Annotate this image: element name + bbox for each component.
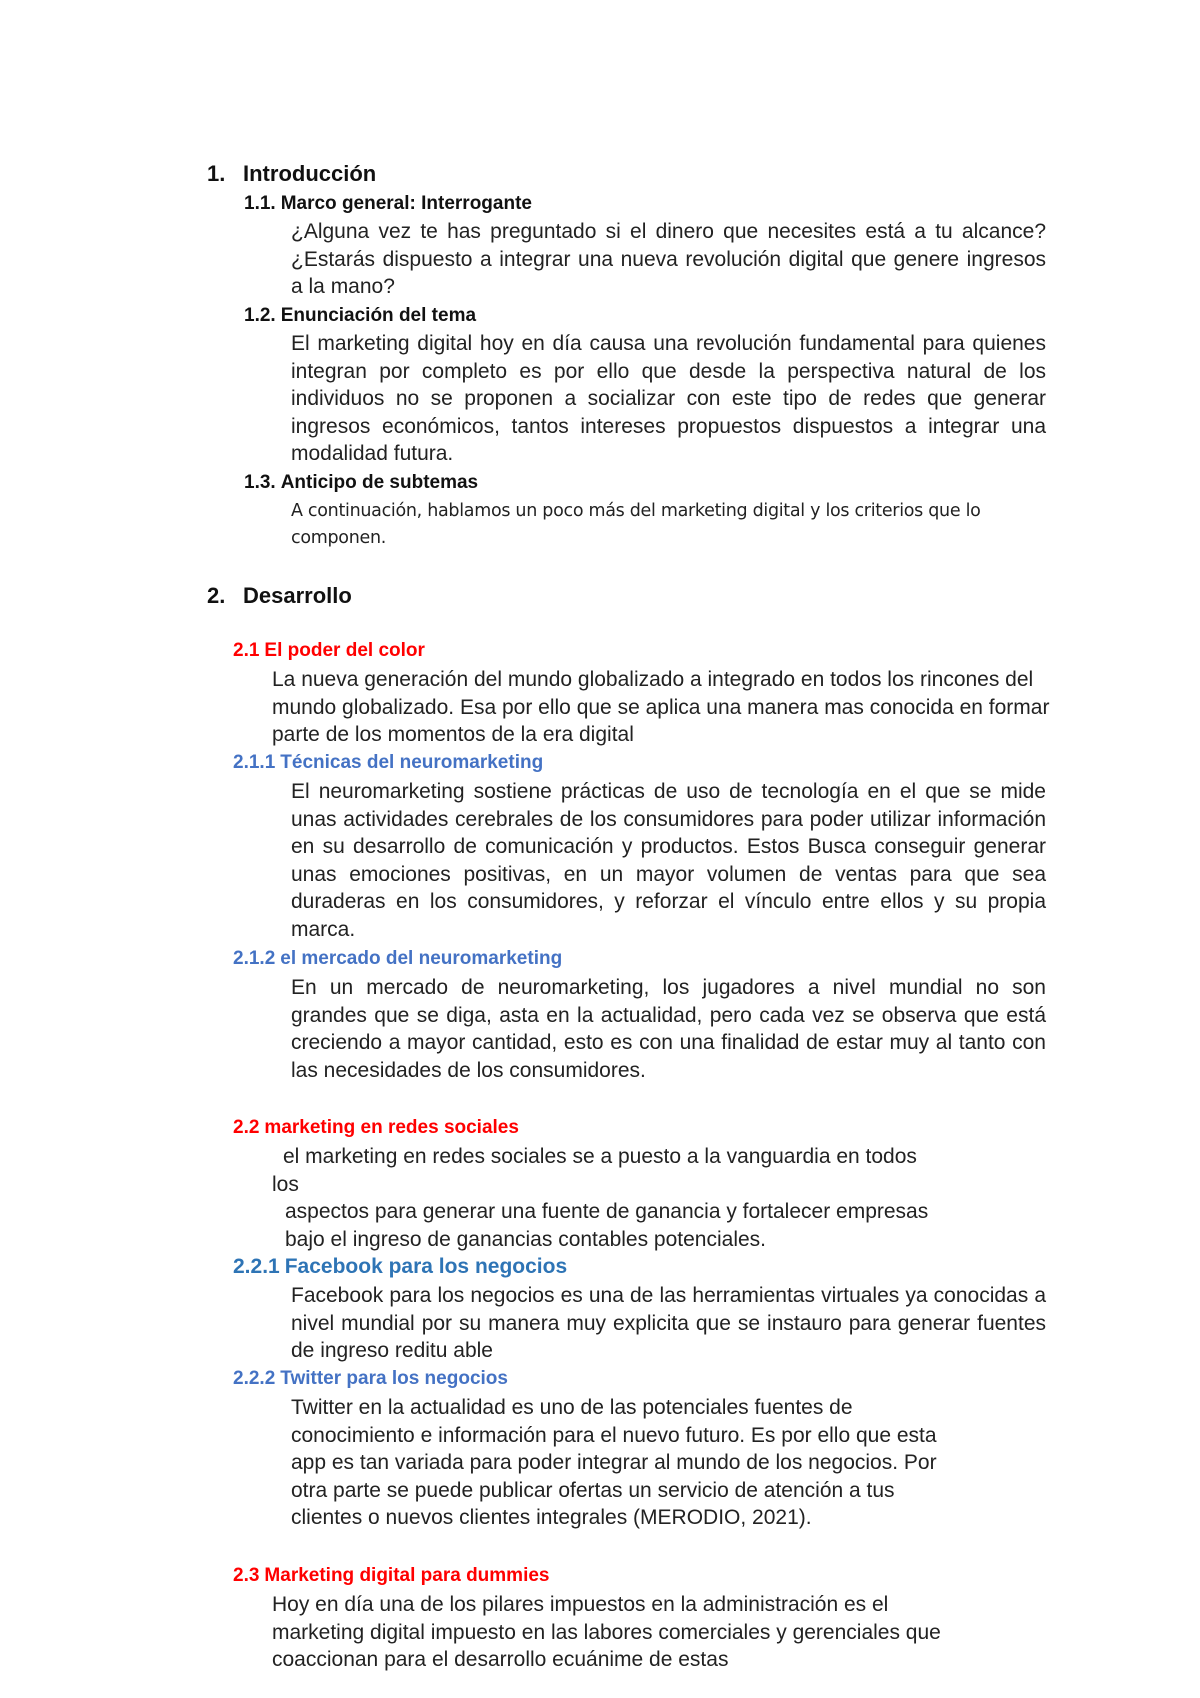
paragraph-1-1: ¿Alguna vez te has preguntado si el dinero que necesites está a tu alcance? ¿Estarás dispuesto a integrar una nueva revolución digital que genere ingresos a la mano? (291, 220, 1046, 299)
paragraph-line: conocimiento e información para el nuevo futuro. Es por ello que esta (291, 1423, 937, 1447)
subsection-heading-2-1-1 (233, 750, 543, 776)
paragraph-line: Twitter en la actualidad es uno de las potenciales fuentes de (291, 1396, 853, 1419)
paragraph-2-2-2 (291, 1394, 1061, 1532)
subsection-number: 1.1. (244, 193, 276, 214)
paragraph-1-3: A continuación, hablamos un poco más del marketing digital y los criterios que lo componen. (291, 501, 981, 548)
subsection-number: 2.1.1 (233, 752, 276, 773)
paragraph-line: marketing digital impuesto en las labores comerciales y gerenciales que (272, 1620, 941, 1644)
paragraph-1-2: El marketing digital hoy en día causa una revolución fundamental para quienes integran por completo es por ello que desde la perspectiva natural de los individuos no se proponen a socializar con este tipo de redes que generar ingresos económicos, tantos intereses propuestos dispuestos a integrar una modalidad futura. (291, 332, 1046, 466)
subsection-title: Twitter para los negocios (280, 1368, 508, 1389)
subsection-title: Facebook para los negocios (284, 1255, 568, 1278)
paragraph-2-2 (272, 1143, 1062, 1253)
subsection-number: 2.1.2 (233, 948, 276, 969)
paragraph-line: el marketing en redes sociales se a puesto a la vanguardia en todos (283, 1145, 917, 1168)
subsection-title: Marco general: Interrogante (280, 193, 532, 214)
subsection-number: 1.3. (244, 472, 276, 493)
subsection-number: 2.3 (233, 1565, 260, 1586)
subsection-title: Enunciación del tema (280, 305, 477, 326)
paragraph-line: los (272, 1172, 299, 1196)
subsection-title: Técnicas del neuromarketing (280, 752, 544, 773)
subsection-number: 2.2 (233, 1117, 260, 1138)
paragraph-line: bajo el ingreso de ganancias contables potenciales. (285, 1227, 767, 1251)
subsection-heading-2-1 (233, 638, 425, 664)
subsection-title: Marketing digital para dummies (264, 1565, 550, 1586)
subsection-heading-2-2-2 (233, 1366, 508, 1392)
paragraph-line: app es tan variada para poder integrar al mundo de los negocios. Por (291, 1451, 937, 1475)
paragraph-2-1: La nueva generación del mundo globalizado a integrado en todos los rincones del mundo globalizado. Esa por ello que se aplica una manera mas conocida en formar parte de los momentos de la era digital (272, 668, 1050, 747)
subsection-number: 2.2.1 (233, 1255, 280, 1278)
subsection-heading-2-2 (233, 1115, 519, 1141)
paragraph-2-1-1: El neuromarketing sostiene prácticas de uso de tecnología en el que se mide unas actividades cerebrales de los consumidores para poder utilizar información en su desarrollo de comunicación y productos. Estos Busca conseguir generar unas emociones positivas, en un mayor volumen de ventas para que sea duraderas en los consumidores, y reforzar el vínculo entre ellos y su propia marca. (291, 780, 1046, 941)
subsection-heading-2-1-2 (233, 946, 562, 972)
section-title: Desarrollo (243, 583, 352, 608)
subsection-title: El poder del color (264, 640, 425, 661)
paragraph-line: coaccionan para el desarrollo ecuánime de estas (272, 1648, 729, 1672)
subsection-number: 2.1 (233, 640, 260, 661)
paragraph-line: otra parte se puede publicar ofertas un servicio de atención a tus (291, 1478, 895, 1502)
subsection-heading-2-3 (233, 1563, 550, 1589)
subsection-number: 2.2.2 (233, 1368, 276, 1389)
section-heading-desarrollo (207, 582, 352, 610)
section-number: 2. (207, 583, 226, 608)
section-heading-introduccion (207, 160, 376, 188)
subsection-heading-2-2-1 (233, 1254, 567, 1280)
subsection-number: 1.2. (244, 305, 276, 326)
subsection-heading-1-1 (244, 191, 532, 217)
subsection-title: el mercado del neuromarketing (280, 948, 563, 969)
section-number: 1. (207, 161, 226, 186)
paragraph-2-1-2: En un mercado de neuromarketing, los jugadores a nivel mundial no son grandes que se diga, asta en la actualidad, pero cada vez se observa que está creciendo a mayor cantidad, esto es con una finalidad de estar muy al tanto con las necesidades de los consumidores. (291, 976, 1046, 1082)
subsection-heading-1-3 (244, 470, 478, 496)
paragraph-2-2-1: Facebook para los negocios es una de las herramientas virtuales ya conocidas a nivel mundial por su manera muy explicita que se instauro para generar fuentes de ingreso reditu able (291, 1284, 1046, 1363)
subsection-title: marketing en redes sociales (264, 1117, 519, 1138)
section-title: Introducción (243, 161, 377, 186)
paragraph-2-3 (272, 1591, 1072, 1674)
paragraph-line: clientes o nuevos clientes integrales (MERODIO, 2021). (291, 1506, 812, 1530)
subsection-title: Anticipo de subtemas (280, 472, 479, 493)
paragraph-line: aspectos para generar una fuente de ganancia y fortalecer empresas (285, 1200, 929, 1224)
subsection-heading-1-2 (244, 303, 476, 329)
paragraph-line: Hoy en día una de los pilares impuestos en la administración es el (272, 1593, 889, 1616)
